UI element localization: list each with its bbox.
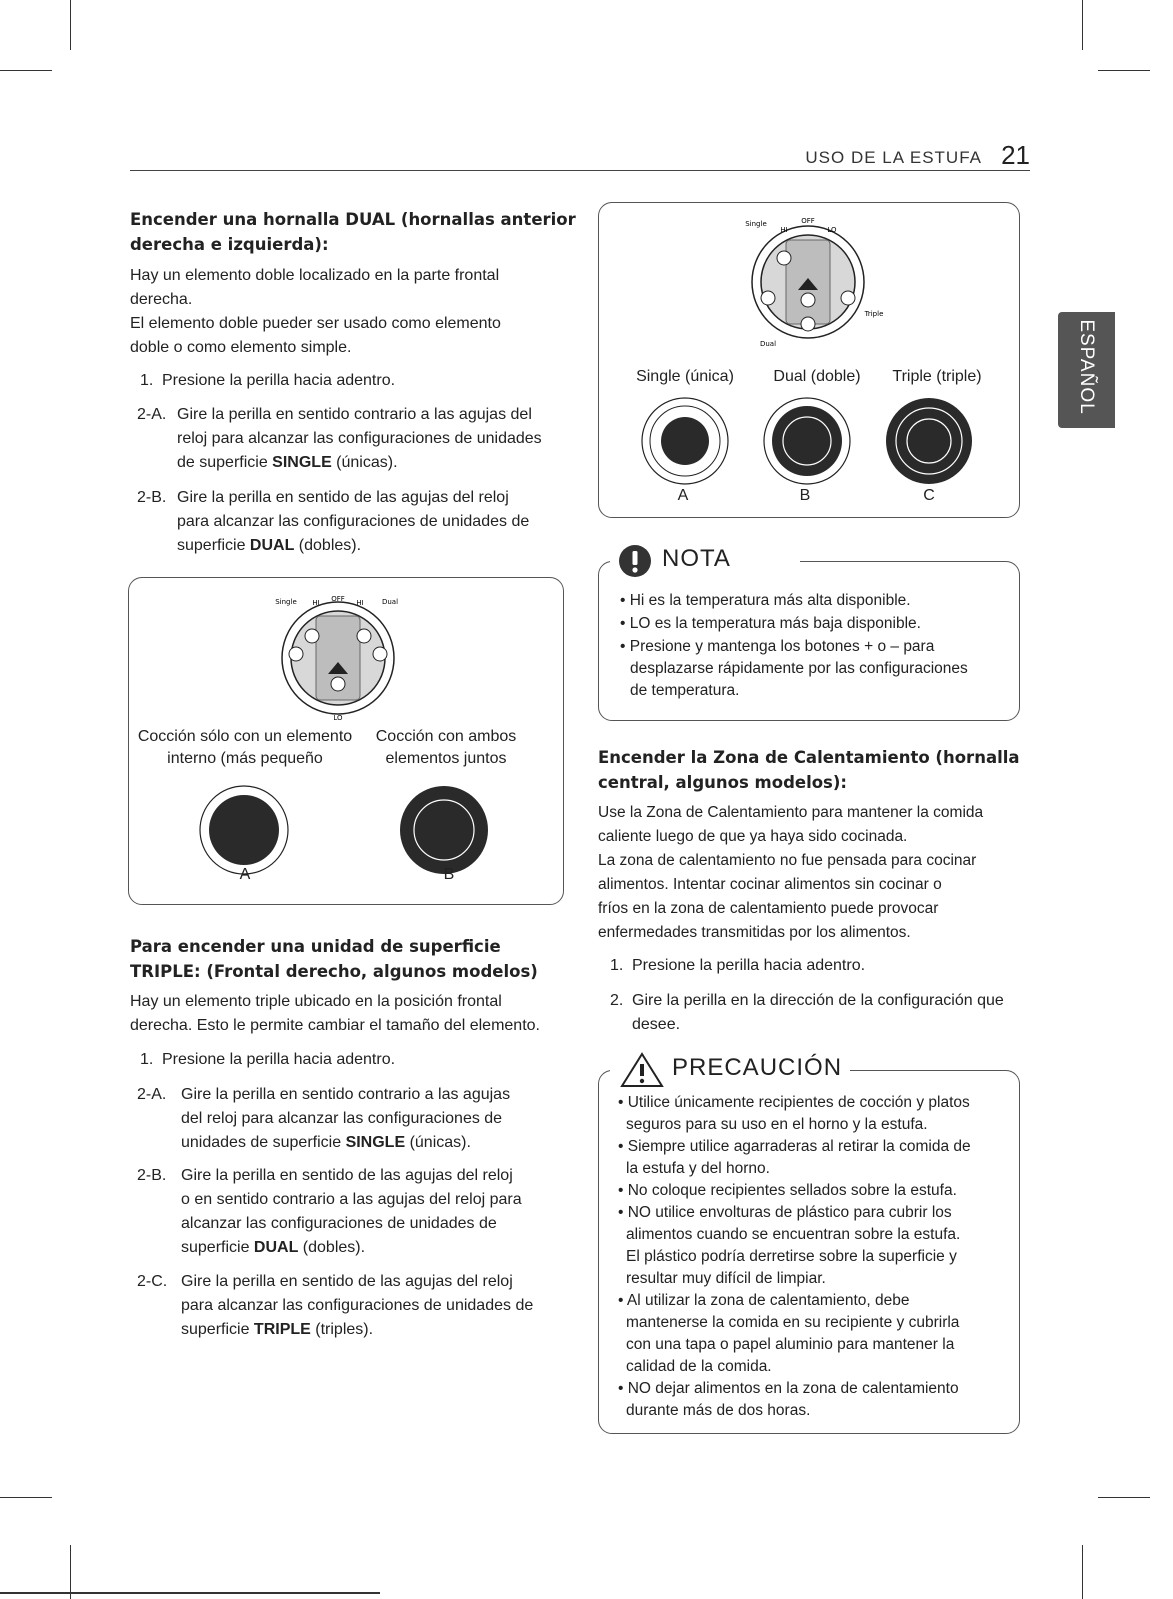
text-line: Gire la perilla en sentido de las agujas del reloj xyxy=(181,1167,513,1184)
burner-triple-icon xyxy=(884,396,974,486)
text-line: Use la Zona de Calentamiento para mantener la comida xyxy=(598,804,984,821)
crop-mark xyxy=(1082,0,1083,50)
caution-title: PRECAUCIÓN xyxy=(672,1054,843,1081)
burner-single-icon xyxy=(640,396,730,486)
caption-single-element xyxy=(130,726,360,770)
paragraph-warming-zone xyxy=(598,801,983,945)
crop-mark xyxy=(1098,1497,1150,1498)
title-line: central, algunos modelos): xyxy=(598,773,848,792)
step-item xyxy=(137,1164,562,1260)
text-line: (únicas). xyxy=(331,454,398,471)
text-line: de superficie xyxy=(177,454,273,471)
caption-line: Cocción con ambos xyxy=(375,728,517,745)
bold-term: DUAL xyxy=(253,1239,299,1256)
caption-line: elementos juntos xyxy=(385,750,507,767)
step-item xyxy=(137,403,562,475)
paragraph-triple xyxy=(130,990,540,1038)
text-line: mantenerse la comida en su recipiente y cubrirla xyxy=(626,1314,960,1331)
step-text xyxy=(177,486,529,558)
knob-label: OFF xyxy=(331,595,345,603)
step-text: Presione la perilla hacia adentro. xyxy=(632,957,866,974)
text-line: superficie xyxy=(181,1321,254,1338)
text-line: unidades de superficie xyxy=(181,1134,346,1151)
note-icon xyxy=(618,544,652,578)
step-number: 2-B. xyxy=(137,489,167,506)
knob-label: Dual xyxy=(759,340,777,348)
note-bullet: • Hi es la temperatura más alta disponible. xyxy=(620,592,911,609)
title-line: Encender la Zona de Calentamiento (hornalla xyxy=(598,748,1020,767)
crop-mark xyxy=(0,70,52,71)
caution-header xyxy=(610,1050,850,1090)
letter-a: A xyxy=(239,866,251,883)
step-item xyxy=(140,369,560,393)
step-number: 1. xyxy=(140,372,154,389)
note-bullet xyxy=(620,636,968,702)
bold-term: DUAL xyxy=(249,537,295,554)
caution-bullet xyxy=(618,1136,971,1180)
letter-b: B xyxy=(443,866,455,883)
caution-bullet xyxy=(618,1378,959,1422)
step-item xyxy=(610,989,1020,1037)
label-triple: Triple (triple) xyxy=(892,368,982,385)
text-line: la estufa y del horno. xyxy=(626,1160,770,1177)
bold-term: SINGLE xyxy=(345,1134,406,1151)
burner-dual-icon xyxy=(762,396,852,486)
step-number: 2-C. xyxy=(137,1273,168,1290)
text-line: Gire la perilla en sentido contrario a las agujas del xyxy=(177,406,532,423)
text-line: El plástico podría derretirse sobre la superficie y xyxy=(626,1248,957,1265)
crop-mark xyxy=(0,1497,52,1498)
step-text xyxy=(181,1270,533,1342)
step-number: 2-B. xyxy=(137,1167,167,1184)
step-number: 1. xyxy=(140,1051,154,1068)
text-line: caliente luego de que ya haya sido cocinada. xyxy=(598,828,908,845)
bold-term: TRIPLE xyxy=(253,1321,311,1338)
text-line: (dobles). xyxy=(294,537,362,554)
text-line: (únicas). xyxy=(405,1134,471,1151)
text-line: Gire la perilla en sentido de las agujas del reloj xyxy=(181,1273,513,1290)
text-line: enfermedades transmitidas por los alimentos. xyxy=(598,924,911,941)
step-item xyxy=(140,1048,560,1072)
letter-a: A xyxy=(677,487,689,504)
text-line: doble o como elemento simple. xyxy=(130,339,352,356)
section-title-warming-zone xyxy=(598,745,1020,795)
text-line: con una tapa o papel aluminio para mantener la xyxy=(626,1336,955,1353)
text-line: de temperatura. xyxy=(630,682,740,699)
crop-mark xyxy=(1098,70,1150,71)
text-line: calidad de la comida. xyxy=(626,1358,772,1375)
text-line: El elemento doble pueder ser usado como elemento xyxy=(130,315,501,332)
knob-label: Dual xyxy=(381,598,399,606)
caution-bullet: • No coloque recipientes sellados sobre la estufa. xyxy=(618,1182,957,1199)
step-text xyxy=(632,989,1004,1037)
text-line: • Presione y mantenga los botones + o – para xyxy=(620,638,935,655)
label-dual: Dual (doble) xyxy=(773,368,861,385)
text-line: durante más de dos horas. xyxy=(626,1402,811,1419)
burner-single-icon xyxy=(198,784,290,876)
text-line: Hay un elemento doble localizado en la parte frontal xyxy=(130,267,500,284)
knob-label: HI xyxy=(780,226,788,234)
dual-knob-icon xyxy=(258,592,418,724)
title-line: TRIPLE: (Frontal derecho, algunos modelos) xyxy=(130,962,538,981)
step-item xyxy=(137,1083,562,1155)
caption-both-elements xyxy=(366,726,526,770)
bold-term: SINGLE xyxy=(272,454,332,471)
page-header xyxy=(130,138,1030,171)
letter-b: B xyxy=(799,487,811,504)
step-number: 1. xyxy=(610,957,624,974)
knob-label: OFF xyxy=(801,217,815,225)
text-line: seguros para su uso en el horno y la estufa. xyxy=(626,1116,928,1133)
step-text xyxy=(181,1083,510,1155)
text-line: • NO utilice envolturas de plástico para cubrir los xyxy=(618,1204,952,1221)
burner-dual-icon xyxy=(398,784,490,876)
text-line: • Al utilizar la zona de calentamiento, debe xyxy=(618,1292,910,1309)
title-line: derecha e izquierda): xyxy=(130,235,329,254)
header-title: USO DE LA ESTUFA xyxy=(805,148,982,167)
paragraph-dual xyxy=(130,264,501,360)
text-line: La zona de calentamiento no fue pensada para cocinar xyxy=(598,852,977,869)
letter-c: C xyxy=(923,487,935,504)
step-text xyxy=(181,1164,522,1260)
triple-knob-icon xyxy=(728,212,888,352)
text-line: • Siempre utilice agarraderas al retirar la comida de xyxy=(618,1138,971,1155)
knob-label: LO xyxy=(827,226,837,234)
text-line: alcanzar las configuraciones de unidades de xyxy=(181,1215,497,1232)
text-line: derecha. Esto le permite cambiar el tamaño del elemento. xyxy=(130,1017,540,1034)
step-number: 2-A. xyxy=(137,406,167,423)
section-title-dual xyxy=(130,207,576,257)
knob-label: Single xyxy=(745,220,767,228)
note-title: NOTA xyxy=(662,545,731,572)
warning-triangle-icon xyxy=(620,1052,664,1088)
text-line: (dobles). xyxy=(298,1239,366,1256)
text-line: Gire la perilla en sentido contrario a las agujas xyxy=(181,1086,511,1103)
step-text: Presione la perilla hacia adentro. xyxy=(162,372,396,389)
text-line: Gire la perilla en sentido de las agujas del reloj xyxy=(177,489,509,506)
text-line: superficie xyxy=(177,537,250,554)
text-line: resultar muy difícil de limpiar. xyxy=(626,1270,826,1287)
knob-label: HI xyxy=(356,599,364,607)
text-line: reloj para alcanzar las configuraciones de unidades xyxy=(177,430,542,447)
crop-mark xyxy=(70,0,71,50)
text-line: desplazarse rápidamente por las configuraciones xyxy=(630,660,968,677)
caption-line: interno (más pequeño xyxy=(167,750,323,767)
caution-bullet xyxy=(618,1092,970,1136)
text-line: superficie xyxy=(181,1239,254,1256)
caption-line: Cocción sólo con un elemento xyxy=(137,728,353,745)
text-line: para alcanzar las configuraciones de unidades de xyxy=(181,1297,534,1314)
step-item xyxy=(137,1270,562,1342)
knob-label: LO xyxy=(333,714,343,722)
step-item xyxy=(610,954,1020,978)
step-text xyxy=(177,403,542,475)
language-tab xyxy=(1058,312,1115,428)
language-tab-label: ESPAÑOL xyxy=(1076,319,1097,415)
knob-label: Single xyxy=(275,598,297,606)
knob-label: Triple xyxy=(864,310,884,318)
text-line: del reloj para alcanzar las configuraciones de xyxy=(181,1110,503,1127)
caution-bullet xyxy=(618,1290,959,1378)
text-line: para alcanzar las configuraciones de unidades de xyxy=(177,513,530,530)
text-line: alimentos cuando se encuentran sobre la estufa. xyxy=(626,1226,961,1243)
text-line: o en sentido contrario a las agujas del reloj para xyxy=(181,1191,522,1208)
page-number: 21 xyxy=(1001,140,1030,170)
title-line: Para encender una unidad de superficie xyxy=(130,937,501,956)
step-number: 2. xyxy=(610,992,624,1009)
caution-bullet xyxy=(618,1202,960,1290)
note-bullet: • LO es la temperatura más baja disponible. xyxy=(620,615,921,632)
text-line: Gire la perilla en la dirección de la configuración que xyxy=(632,992,1004,1009)
title-line: Encender una hornalla DUAL (hornallas anterior xyxy=(130,210,576,229)
step-text: Presione la perilla hacia adentro. xyxy=(162,1051,396,1068)
text-line: derecha. xyxy=(130,291,193,308)
text-line: (triples). xyxy=(310,1321,374,1338)
knob-label: HI xyxy=(312,599,320,607)
step-number: 2-A. xyxy=(137,1086,167,1103)
note-header xyxy=(610,543,800,579)
text-line: • Utilice únicamente recipientes de cocción y platos xyxy=(618,1094,970,1111)
label-single: Single (única) xyxy=(636,368,734,385)
text-line: fríos en la zona de calentamiento puede provocar xyxy=(598,900,939,917)
step-item xyxy=(137,486,562,558)
text-line: • NO dejar alimentos en la zona de calentamiento xyxy=(618,1380,959,1397)
crop-mark xyxy=(70,1545,71,1599)
text-line: desee. xyxy=(632,1016,681,1033)
text-line: alimentos. Intentar cocinar alimentos sin cocinar o xyxy=(598,876,942,893)
section-title-triple xyxy=(130,934,538,984)
crop-mark xyxy=(0,1592,380,1594)
text-line: Hay un elemento triple ubicado en la posición frontal xyxy=(130,993,502,1010)
crop-mark xyxy=(1082,1545,1083,1599)
